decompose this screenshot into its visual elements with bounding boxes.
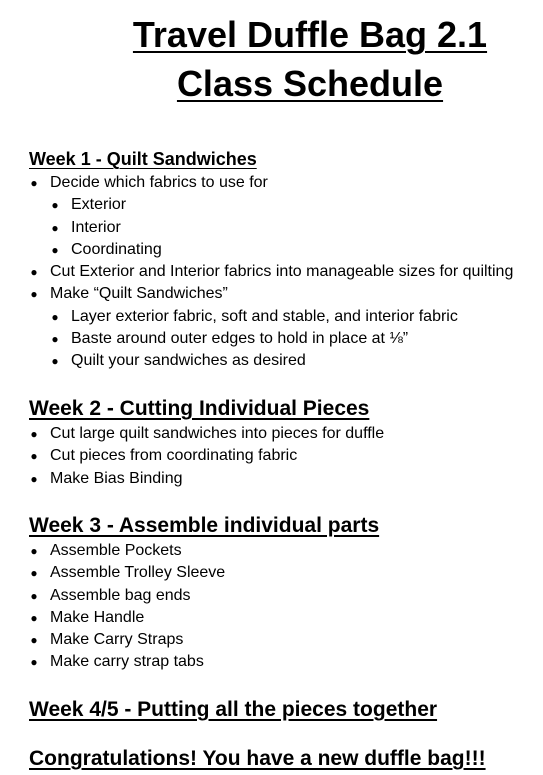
list-item <box>0 445 384 467</box>
bullet-icon: ● <box>51 242 59 257</box>
week-4-5-heading: Week 4/5 - Putting all the pieces together <box>29 698 438 721</box>
week-1-heading: Week 1 - Quilt Sandwiches <box>29 149 257 169</box>
bullet-icon: ● <box>30 566 38 581</box>
list-item-text: Cut large quilt sandwiches into pieces for duffle <box>50 425 385 442</box>
week-2-heading: Week 2 - Cutting Individual Pieces <box>29 397 370 420</box>
list-item-text: Exterior <box>71 196 127 214</box>
list-item <box>0 585 225 607</box>
document-subtitle: Class Schedule <box>176 63 444 104</box>
bullet-icon: ● <box>30 287 38 302</box>
bullet-icon: ● <box>30 427 38 441</box>
bullet-icon: ● <box>30 655 38 670</box>
week-2-list <box>0 423 384 490</box>
list-item <box>0 172 513 194</box>
list-item-text: Make carry strap tabs <box>50 653 204 671</box>
list-item <box>0 423 384 445</box>
list-item-text: Assemble Trolley Sleeve <box>50 564 226 582</box>
week-3-list <box>0 540 225 674</box>
list-item <box>0 261 513 283</box>
bullet-icon: ● <box>30 610 38 625</box>
bullet-icon: ● <box>30 265 38 280</box>
list-item-text: Assemble bag ends <box>50 586 191 604</box>
list-item-text: Coordinating <box>71 240 162 258</box>
list-item-text: Layer exterior fabric, soft and stable, and interior fabric <box>71 307 458 325</box>
list-item-text: Decide which fabrics to use for <box>50 174 268 191</box>
list-item <box>0 239 513 261</box>
list-item-text: Assemble Pockets <box>50 542 182 559</box>
list-item <box>0 468 384 490</box>
list-item <box>0 651 225 673</box>
bullet-icon: ● <box>30 176 38 190</box>
week-1-list <box>0 172 513 373</box>
closing-message: Congratulations! You have a new duffle bag!!! <box>29 747 486 770</box>
bullet-icon: ● <box>30 633 38 648</box>
list-item <box>0 194 513 216</box>
bullet-icon: ● <box>30 449 38 464</box>
list-item-text: Make “Quilt Sandwiches” <box>50 285 228 303</box>
list-item <box>0 328 513 350</box>
list-item-text: Make Carry Straps <box>50 631 184 649</box>
week-3-heading: Week 3 - Assemble individual parts <box>29 514 380 537</box>
list-item-text: Make Handle <box>50 608 145 626</box>
list-item <box>0 540 225 562</box>
list-item-text: Interior <box>71 218 121 236</box>
list-item-text: Quilt your sandwiches as desired <box>71 352 306 370</box>
bullet-icon: ● <box>51 198 59 213</box>
list-item <box>0 217 513 239</box>
bullet-icon: ● <box>51 354 59 369</box>
list-item <box>0 607 225 629</box>
list-item <box>0 629 225 651</box>
bullet-icon: ● <box>30 588 38 603</box>
bullet-icon: ● <box>51 309 59 324</box>
bullet-icon: ● <box>30 471 38 486</box>
list-item <box>0 283 513 305</box>
list-item-text: Make Bias Binding <box>50 469 183 487</box>
list-item-text: Cut Exterior and Interior fabrics into manageable sizes for quilting <box>50 263 514 281</box>
list-item-text: Baste around outer edges to hold in place at ⅛” <box>71 330 409 348</box>
list-item <box>0 562 225 584</box>
list-item <box>0 350 513 372</box>
bullet-icon: ● <box>30 544 38 558</box>
bullet-icon: ● <box>51 220 59 235</box>
list-item <box>0 306 513 328</box>
list-item-text: Cut pieces from coordinating fabric <box>50 447 298 465</box>
document-title: Travel Duffle Bag 2.1 <box>132 14 488 55</box>
bullet-icon: ● <box>51 332 59 347</box>
